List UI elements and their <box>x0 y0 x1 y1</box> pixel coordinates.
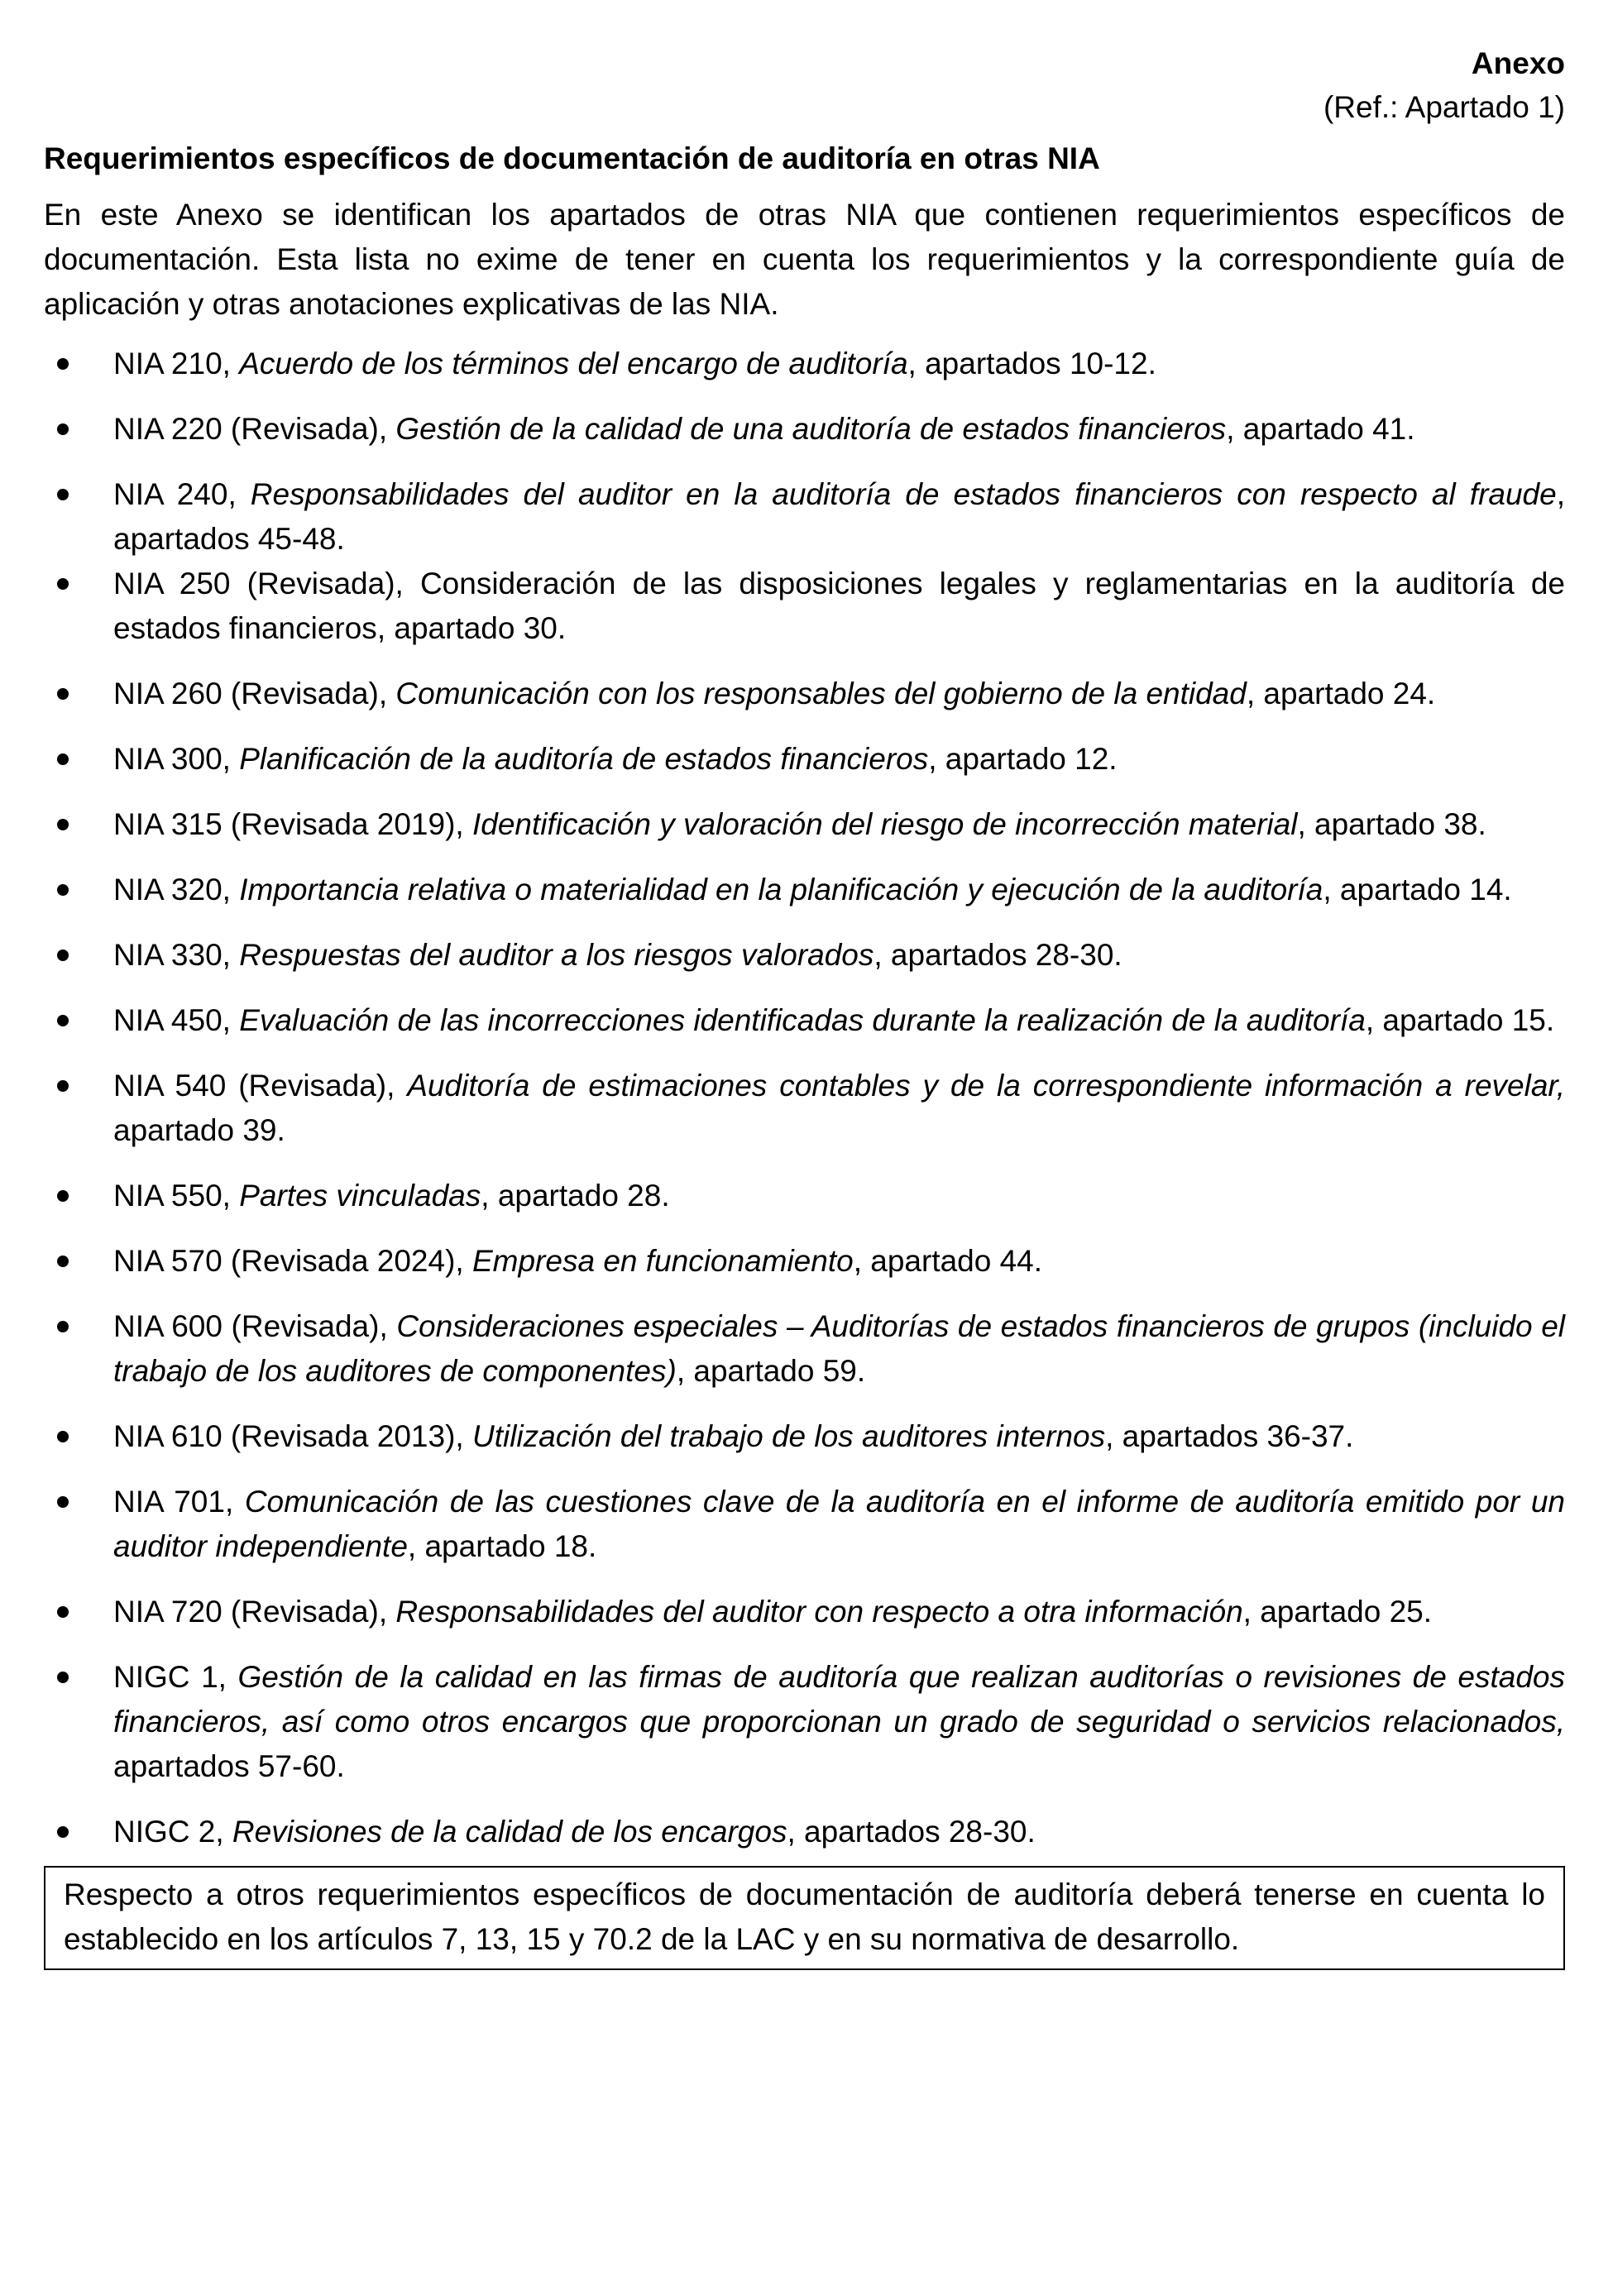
bullet-icon <box>57 1256 69 1267</box>
bullet-icon <box>57 884 69 896</box>
bullet-icon <box>57 1672 69 1683</box>
item-prefix: NIA 550, <box>113 1179 240 1213</box>
list-item <box>44 342 1565 386</box>
bullet-icon <box>57 949 69 961</box>
list-item <box>44 1810 1565 1854</box>
bullet-icon <box>57 753 69 765</box>
item-title: Partes vinculadas <box>239 1179 481 1213</box>
item-prefix: NIA 540 (Revisada), <box>113 1069 408 1103</box>
bullet-icon <box>57 423 69 435</box>
bullet-icon <box>57 489 69 500</box>
bullet-icon <box>57 1015 69 1026</box>
bullet-icon <box>57 1321 69 1332</box>
item-prefix: NIA 610 (Revisada 2013), <box>113 1419 472 1453</box>
list-item <box>44 868 1565 912</box>
item-prefix: NIA 220 (Revisada), <box>113 412 396 446</box>
item-prefix: NIA 240, <box>113 477 251 511</box>
item-suffix: , apartado 14. <box>1323 873 1512 906</box>
item-suffix: apartados 57-60. <box>113 1749 345 1783</box>
bullet-icon <box>57 1496 69 1508</box>
list-item <box>44 933 1565 978</box>
section-heading: Requerimientos específicos de documentación de auditoría en otras NIA <box>44 141 1100 175</box>
item-title: Responsabilidades del auditor en la auditoría de estados financieros con respecto al fraude <box>250 477 1557 511</box>
item-suffix: , apartado 15. <box>1365 1003 1555 1037</box>
list-item <box>44 737 1565 782</box>
list-item <box>44 1174 1565 1218</box>
item-title: Acuerdo de los términos del encargo de auditoría <box>239 347 908 380</box>
item-title: Responsabilidades del auditor con respecto a otra información <box>395 1595 1243 1629</box>
item-suffix: , apartados 10-12. <box>907 347 1156 380</box>
item-suffix: , apartados 45-48. <box>113 477 1565 556</box>
list-item <box>44 998 1565 1043</box>
bullet-icon <box>57 1826 69 1838</box>
item-prefix: NIA 450, <box>113 1003 240 1037</box>
annex-title: Anexo <box>1471 46 1565 80</box>
item-prefix: NIA 260 (Revisada), <box>113 677 396 710</box>
item-title: Consideraciones especiales – Auditorías de estados financieros de grupos (incluido el trabajo de los auditores de componentes) <box>113 1309 1566 1388</box>
list-item <box>44 1239 1565 1284</box>
item-prefix: NIA 315 (Revisada 2019), <box>113 807 472 841</box>
item-title: Empresa en funcionamiento <box>471 1244 854 1278</box>
item-title: Identificación y valoración del riesgo de incorrección material <box>471 807 1298 841</box>
item-suffix: , apartado 59. <box>676 1354 866 1388</box>
list-item <box>44 1064 1565 1153</box>
list-item <box>44 407 1565 452</box>
annex-page <box>44 43 1565 1970</box>
item-prefix: NIA 600 (Revisada), <box>113 1309 397 1343</box>
item-prefix: NIA 250 (Revisada), <box>113 567 420 600</box>
item-prefix: NIA 300, <box>113 742 240 776</box>
item-suffix: apartado 39. <box>113 1113 285 1147</box>
intro-paragraph: En este Anexo se identifican los apartados de otras NIA que contienen requerimientos específicos de documentación. Esta lista no exime de tener en cuenta los requerimientos y la correspondiente guía de aplicación y otras anotaciones explicativas de las NIA. <box>44 198 1565 321</box>
item-prefix: NIA 570 (Revisada 2024), <box>113 1244 472 1278</box>
item-title: Auditoría de estimaciones contables y de la correspondiente información a revelar, <box>407 1069 1565 1103</box>
list-item <box>44 1655 1565 1789</box>
item-suffix: , apartado 25. <box>1242 1595 1433 1629</box>
item-suffix: , apartado 30. <box>376 611 567 645</box>
item-suffix: , apartado 44. <box>853 1244 1043 1278</box>
standards-list <box>44 342 1565 1854</box>
list-item <box>44 472 1565 562</box>
annex-reference: (Ref.: Apartado 1) <box>1323 90 1565 124</box>
item-prefix: NIA 210, <box>113 347 240 380</box>
item-suffix: , apartados 28-30. <box>787 1815 1036 1849</box>
item-suffix: , apartado 24. <box>1246 677 1436 710</box>
bullet-icon <box>57 1606 69 1618</box>
item-prefix: NIA 701, <box>113 1485 245 1519</box>
item-suffix: , apartado 38. <box>1297 807 1486 841</box>
item-title: Respuestas del auditor a los riesgos valorados <box>239 938 874 972</box>
item-title: Consideración de las disposiciones legales y reglamentarias en la auditoría de estados financieros <box>113 567 1565 645</box>
item-title: Comunicación con los responsables del gobierno de la entidad <box>395 677 1247 710</box>
item-suffix: , apartados 36-37. <box>1105 1419 1354 1453</box>
item-title: Importancia relativa o materialidad en la planificación y ejecución de la auditoría <box>239 873 1323 906</box>
item-title: Planificación de la auditoría de estados financieros <box>239 742 929 776</box>
bullet-icon <box>57 1080 69 1092</box>
item-title: Gestión de la calidad en las firmas de auditoría que realizan auditorías o revisiones de estados financieros, así como otros encargos que proporcionan un grado de seguridad o servicios relacionados, <box>113 1660 1566 1739</box>
item-title: Utilización del trabajo de los auditores internos <box>471 1419 1106 1453</box>
note-box: Respecto a otros requerimientos específicos de documentación de auditoría deberá tenerse en cuenta lo establecido en los artículos 7, 13, 15 y 70.2 de la LAC y en su normativa de desarrollo. <box>44 1866 1565 1970</box>
item-prefix: NIGC 1, <box>113 1660 238 1694</box>
item-suffix: , apartado 41. <box>1226 412 1415 446</box>
item-title: Comunicación de las cuestiones clave de la auditoría en el informe de auditoría emitido por un auditor independiente <box>113 1485 1565 1563</box>
list-item <box>44 1304 1565 1394</box>
bullet-icon <box>57 578 69 590</box>
bullet-icon <box>57 358 69 370</box>
list-item <box>44 1414 1565 1459</box>
item-suffix: , apartado 28. <box>481 1179 670 1213</box>
list-item <box>44 1590 1565 1634</box>
item-prefix: NIA 330, <box>113 938 240 972</box>
list-item <box>44 1480 1565 1569</box>
bullet-icon <box>57 1431 69 1442</box>
item-suffix: , apartado 18. <box>407 1529 597 1563</box>
item-prefix: NIA 720 (Revisada), <box>113 1595 396 1629</box>
list-item <box>44 562 1565 651</box>
bullet-icon <box>57 1190 69 1202</box>
bullet-icon <box>57 688 69 700</box>
bullet-icon <box>57 819 69 830</box>
item-suffix: , apartado 12. <box>928 742 1118 776</box>
item-prefix: NIA 320, <box>113 873 240 906</box>
item-title: Gestión de la calidad de una auditoría de estados financieros <box>395 412 1227 446</box>
list-item <box>44 672 1565 716</box>
item-title: Evaluación de las incorrecciones identificadas durante la realización de la auditoría <box>239 1003 1366 1037</box>
item-suffix: , apartados 28-30. <box>874 938 1122 972</box>
list-item <box>44 802 1565 847</box>
item-title: Revisiones de la calidad de los encargos <box>232 1815 787 1849</box>
item-prefix: NIGC 2, <box>113 1815 232 1849</box>
